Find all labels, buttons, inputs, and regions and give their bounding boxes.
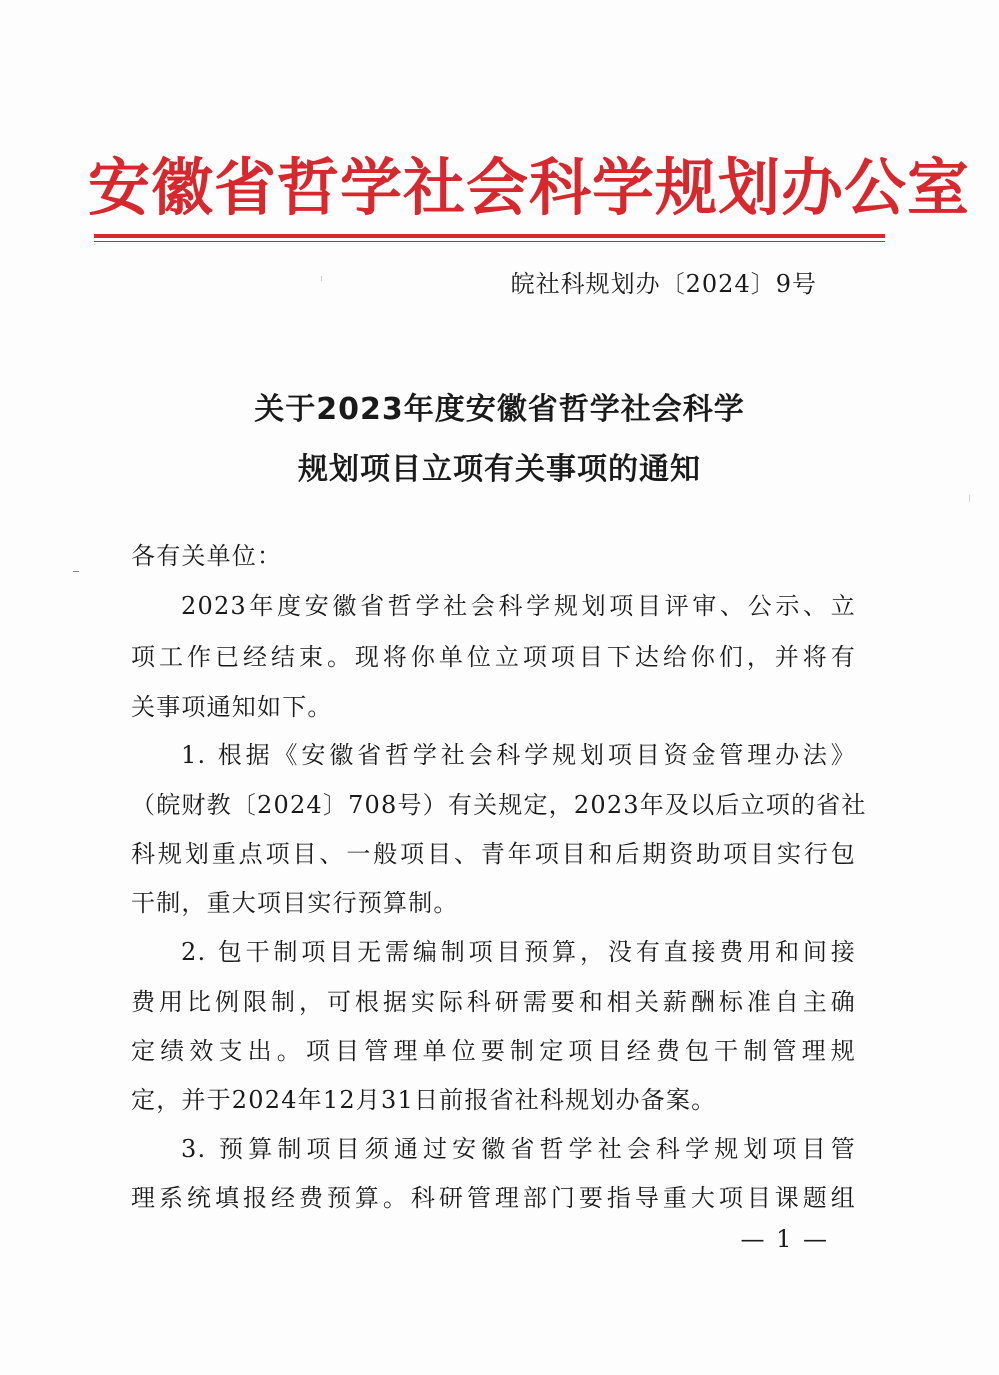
page-number: — 1 — <box>740 1225 829 1253</box>
body-line: 定，并于2024年12月31日前报省社科规划办备案。 <box>131 1086 717 1114</box>
body-line: 定绩效支出。项目管理单位要制定项目经费包干制管理规 <box>131 1037 856 1065</box>
addressee: 各有关单位： <box>131 542 283 570</box>
body-line: 2. 包干制项目无需编制项目预算，没有直接费用和间接 <box>181 938 856 966</box>
scan-speck <box>969 495 970 502</box>
masthead-title: 安徽省哲学社会科学规划办公室 <box>88 151 971 224</box>
scan-speck <box>321 276 322 281</box>
body-line: 1. 根据《安徽省哲学社会科学规划项目资金管理办法》 <box>181 741 856 769</box>
body-line: 关事项通知如下。 <box>131 693 333 721</box>
body-line: 理系统填报经费预算。科研管理部门要指导重大项目课题组 <box>131 1184 856 1212</box>
notice-title-line-1: 关于2023年度安徽省哲学社会科学 <box>254 392 745 427</box>
masthead-red-rule <box>94 234 885 238</box>
body-line: 3. 预算制项目须通过安徽省哲学社会科学规划项目管 <box>181 1135 856 1163</box>
body-line: 项工作已经结束。现将你单位立项项目下达给你们，并将有 <box>131 643 856 671</box>
body-line: 2023年度安徽省哲学社会科学规划项目评审、公示、立 <box>181 592 856 620</box>
body-line: 费用比例限制，可根据实际科研需要和相关薪酬标准自主确 <box>131 988 856 1016</box>
document-number: 皖社科规划办〔2024〕9号 <box>510 270 817 298</box>
body-line: （皖财教〔2024〕708号）有关规定，2023年及以后立项的省社 <box>131 791 867 819</box>
body-line: 科规划重点项目、一般项目、青年项目和后期资助项目实行包 <box>131 840 856 868</box>
scan-speck <box>73 571 79 572</box>
masthead-red-rule-thin <box>94 241 885 242</box>
notice-title-line-2: 规划项目立项有关事项的通知 <box>298 452 701 487</box>
body-line: 干制，重大项目实行预算制。 <box>131 889 459 917</box>
